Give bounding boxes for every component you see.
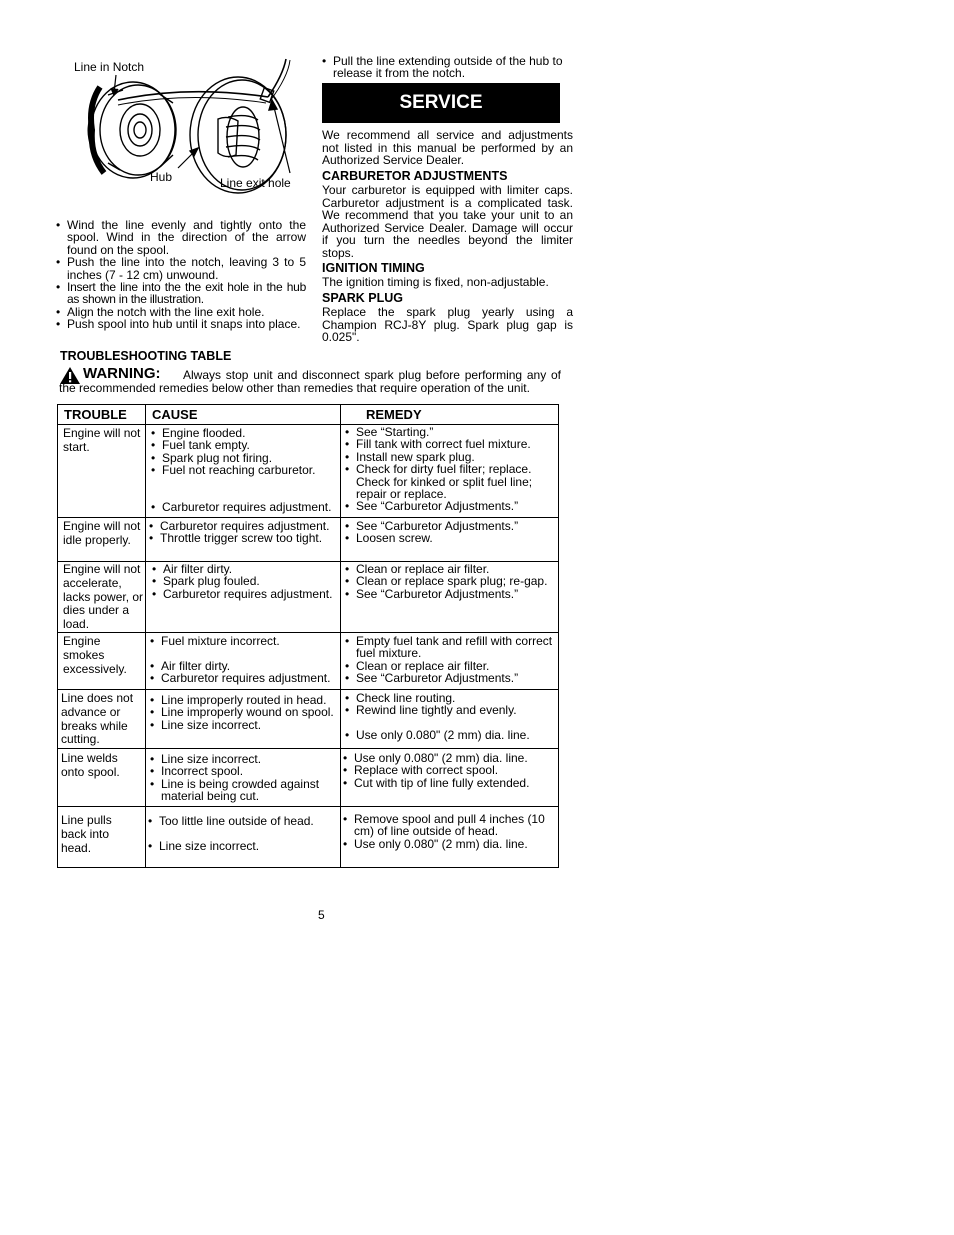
list-item: • Remove spool and pull 4 inches (10 cm) of line outside of head. <box>343 813 557 838</box>
spool-instructions-list <box>56 219 306 331</box>
column-header-trouble: TROUBLE <box>64 407 127 422</box>
list-item: • Carburetor requires adjustment. <box>149 520 339 532</box>
list-item: • Line improperly wound on spool. <box>150 706 340 718</box>
list-item: • See “Carburetor Adjustments.” <box>345 672 557 684</box>
list-item: • Fuel not reaching carburetor. <box>151 464 339 476</box>
table-row-5-remedies <box>345 692 557 742</box>
list-item: • Align the notch with the line exit hole. <box>56 306 306 318</box>
list-item: • Line improperly routed in head. <box>150 694 340 706</box>
table-row-3-trouble: Engine will not accelerate, lacks power, or dies under a load. <box>63 562 144 632</box>
label-hub: Hub <box>150 170 173 184</box>
list-item: • Line is being crowded against material being cut. <box>150 778 340 803</box>
list-item: • Empty fuel tank and refill with correct fuel mixture. <box>345 635 557 660</box>
list-item: • Cut with tip of line fully extended. <box>343 777 557 789</box>
table-row-7-remedies <box>343 813 557 850</box>
list-item: • Push spool into hub until it snaps into place. <box>56 318 306 330</box>
list-item: • Check for dirty fuel filter; replace. Check for kinked or split fuel line; repair or replace. <box>345 463 557 500</box>
table-row-6-causes <box>150 753 340 803</box>
table-row-2-remedies <box>345 520 557 545</box>
list-item: • See “Starting.” <box>345 426 557 438</box>
table-row-5-trouble: Line does not advance or breaks while cutting. <box>61 691 134 747</box>
list-item: • Throttle trigger screw too tight. <box>149 532 339 544</box>
list-item: • Rewind line tightly and evenly. <box>345 704 557 716</box>
table-row-6-remedies <box>343 752 557 789</box>
table-row-4-remedies <box>345 635 557 685</box>
table-row-4-trouble: Engine smokes excessively. <box>63 634 127 676</box>
list-item: • Install new spark plug. <box>345 451 557 463</box>
table-row-1-remedies <box>345 426 557 513</box>
troubleshooting-heading: TROUBLESHOOTING TABLE <box>60 349 232 363</box>
list-item: • Air filter dirty. <box>150 660 340 672</box>
table-row-1-trouble: Engine will not start. <box>63 426 141 454</box>
column-header-remedy: REMEDY <box>366 407 422 422</box>
list-item: • See “Carburetor Adjustments.” <box>345 588 557 600</box>
list-item: • Push the line into the notch, leaving 3 to 5 inches (7 - 12 cm) unwound. <box>56 256 306 281</box>
label-line-in-notch: Line in Notch <box>74 60 145 74</box>
ignition-heading: IGNITION TIMING <box>322 261 425 275</box>
list-item: • Line size incorrect. <box>150 719 340 731</box>
list-item: • Carburetor requires adjustment. <box>150 672 340 684</box>
service-banner: SERVICE <box>322 83 560 123</box>
table-row-7-causes <box>148 815 340 852</box>
list-item: • Wind the line evenly and tightly onto the spool. Wind in the direction of the arrow found on the spool. <box>56 219 306 256</box>
warning-text: Always stop unit and disconnect spark plug before performing any of the recommended remedies below other than remedies that require operation of the unit. <box>59 368 561 395</box>
list-item: • Incorrect spool. <box>150 765 340 777</box>
table-row-3-remedies <box>345 563 557 600</box>
column-header-cause: CAUSE <box>152 407 198 422</box>
list-item: • Carburetor requires adjustment. <box>151 501 339 513</box>
table-row-7-trouble: Line pulls back into head. <box>61 813 112 855</box>
list-item: • Insert the line into the the exit hole in the hub as shown in the illustration. <box>56 281 306 306</box>
list-item: • Use only 0.080" (2 mm) dia. line. <box>343 752 557 764</box>
table-row-2-causes <box>149 520 339 545</box>
table-row-3-causes <box>152 563 340 600</box>
list-item: • Spark plug fouled. <box>152 575 340 587</box>
list-item: • Use only 0.080" (2 mm) dia. line. <box>343 838 557 850</box>
carburetor-heading: CARBURETOR ADJUSTMENTS <box>322 169 508 183</box>
list-item: • Pull the line extending outside of the hub to release it from the notch. <box>322 55 577 80</box>
service-intro: We recommend all service and adjustments not listed in this manual be performed by an Authorized Service Dealer. <box>322 128 573 167</box>
list-item: • See “Carburetor Adjustments.” <box>345 520 557 532</box>
list-item: • Engine flooded. <box>151 427 339 439</box>
table-row-4-causes <box>150 635 340 685</box>
list-item: • Carburetor requires adjustment. <box>152 588 340 600</box>
list-item: • Clean or replace spark plug; re-gap. <box>345 575 557 587</box>
warning-label: WARNING: <box>83 365 161 382</box>
list-item: • See “Carburetor Adjustments.” <box>345 500 557 512</box>
release-line-list <box>322 55 577 80</box>
spool-hub-illustration <box>78 55 298 215</box>
table-row-5-causes <box>150 694 340 731</box>
list-item: • Air filter dirty. <box>152 563 340 575</box>
list-item: • Replace with correct spool. <box>343 764 557 776</box>
list-item: • Use only 0.080" (2 mm) dia. line. <box>345 729 557 741</box>
spark-plug-text: Replace the spark plug yearly using a Champion RCJ-8Y plug. Spark plug gap is 0.025". <box>322 305 573 344</box>
list-item: • Fuel mixture incorrect. <box>150 635 340 647</box>
list-item: • Line size incorrect. <box>150 753 340 765</box>
label-line-exit-hole: Line exit hole <box>220 176 291 190</box>
list-item: • Line size incorrect. <box>148 840 340 852</box>
list-item: • Spark plug not firing. <box>151 452 339 464</box>
carburetor-text: Your carburetor is equipped with limiter caps. Carburetor adjustment is a complicated task. We recommend that you take your unit to an Authorized Service Dealer. Damage will occur if you turn the needles beyond the limiter stops. <box>322 183 573 260</box>
troubleshooting-table <box>57 404 559 868</box>
page-number: 5 <box>318 908 325 922</box>
ignition-text: The ignition timing is fixed, non-adjustable. <box>322 275 549 289</box>
table-row-2-trouble: Engine will not idle properly. <box>63 519 141 547</box>
table-row-6-trouble: Line welds onto spool. <box>61 751 120 779</box>
list-item: • Fuel tank empty. <box>151 439 339 451</box>
list-item: • Fill tank with correct fuel mixture. <box>345 438 557 450</box>
list-item: • Too little line outside of head. <box>148 815 340 827</box>
list-item: • Clean or replace air filter. <box>345 660 557 672</box>
list-item: • Loosen screw. <box>345 532 557 544</box>
list-item: • Check line routing. <box>345 692 557 704</box>
table-row-1-causes <box>151 427 339 514</box>
spark-plug-heading: SPARK PLUG <box>322 291 404 305</box>
list-item: • Clean or replace air filter. <box>345 563 557 575</box>
